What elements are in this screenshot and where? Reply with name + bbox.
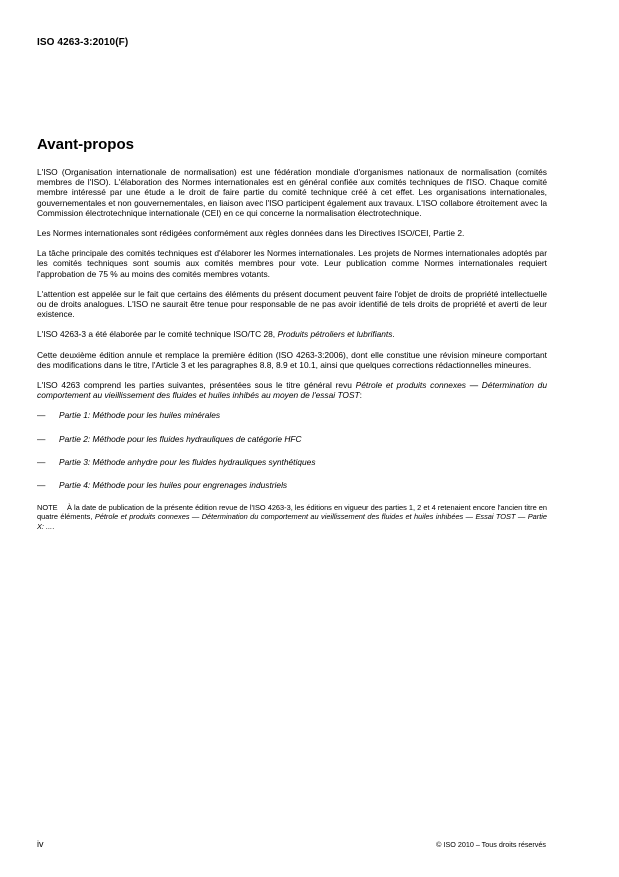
- parts-list: [37, 410, 547, 490]
- page-number: iv: [37, 839, 44, 849]
- paragraph-parts-intro: [37, 380, 547, 400]
- list-dash: —: [37, 456, 46, 467]
- list-item: [37, 434, 547, 444]
- part-1-title: Partie 1: Méthode pour les huiles minérales: [59, 410, 221, 421]
- list-dash: —: [37, 433, 46, 444]
- tc-italic: Produits pétroliers et lubrifiants: [277, 329, 393, 340]
- part-2-title: Partie 2: Méthode pour les fluides hydrauliques de catégorie HFC: [59, 433, 302, 444]
- main-content: [37, 136, 547, 538]
- list-item: [37, 410, 547, 420]
- parts-intro-italic: Pétrole et produits connexes — Détermination du comportement au vieillissement des fluides et huiles inhibés au moyen de l'essai TOST: [37, 380, 547, 401]
- list-dash: —: [37, 480, 46, 491]
- note-end: .: [52, 521, 55, 531]
- document-id-header: ISO 4263-3:2010(F): [37, 37, 129, 48]
- note: [37, 503, 547, 531]
- paragraph-committees: La tâche principale des comités techniques est d'élaborer les Normes internationales. Les projets de Normes internationales adoptés par les comités techniques sont soumis aux comités membres pour vote. Leur publication comme Normes internationales requiert l'approbation de 75 % au moins des comités membres votants.: [37, 248, 547, 279]
- paragraph-technical-committee: [37, 329, 547, 339]
- paragraph-iso-intro: L'ISO (Organisation internationale de normalisation) est une fédération mondiale d'organismes nationaux de normalisation (comités membres de l'ISO). L'élaboration des Normes internationales est en général confiée aux comités techniques de l'ISO. Chaque comité membre intéressé par une étude a le droit de faire partie du comité technique créé à cet effet. Les organisations internationales, gouvernementales et non gouvernementales, en liaison avec l'ISO participent également aux travaux. L'ISO collabore étroitement avec la Commission électrotechnique internationale (CEI) en ce qui concerne la normalisation électrotechnique.: [37, 167, 547, 218]
- list-item: [37, 480, 547, 490]
- tc-end: .: [392, 329, 395, 340]
- part-3-title: Partie 3: Méthode anhydre pour les fluides hydrauliques synthétiques: [59, 456, 316, 467]
- page-title: Avant-propos: [37, 136, 134, 153]
- parts-intro-text: L'ISO 4263 comprend les parties suivantes, présentées sous le titre général revu: [37, 380, 356, 391]
- note-label: NOTE: [37, 503, 58, 513]
- list-dash: —: [37, 410, 46, 421]
- tc-text: L'ISO 4263-3 a été élaborée par le comité technique ISO/TC 28,: [37, 329, 278, 340]
- copyright-notice: © ISO 2010 – Tous droits réservés: [436, 840, 546, 849]
- note-italic: Pétrole et produits connexes — Détermination du comportement au vieillissement des fluides et huiles inhibées — Essai TOST — Partie X: ...: [37, 512, 547, 531]
- paragraph-patent-rights: L'attention est appelée sur le fait que certains des éléments du présent document peuvent faire l'objet de droits de propriété intellectuelle ou de droits analogues. L'ISO ne saurait être tenue pour responsable de ne pas avoir identifié de tels droits de propriété et averti de leur existence.: [37, 288, 547, 320]
- paragraph-edition: Cette deuxième édition annule et remplace la première édition (ISO 4263-3:2006), dont elle constitue une révision mineure comportant des modifications dans le titre, l'Article 3 et les paragraphes 8.8, 8.9 et 10.1, ainsi que quelques corrections rédactionnelles mineures.: [37, 349, 547, 370]
- parts-intro-end: :: [359, 390, 362, 401]
- list-item: [37, 457, 547, 467]
- note-text: À la date de publication de la présente édition revue de l'ISO 4263-3, les éditions en vigueur des parties 1, 2 et 4 retenaient encore l'ancien titre en quatre éléments,: [37, 503, 547, 522]
- paragraph-directives: Les Normes internationales sont rédigées conformément aux règles données dans les Directives ISO/CEI, Partie 2.: [37, 228, 465, 239]
- part-4-title: Partie 4: Méthode pour les huiles pour engrenages industriels: [59, 480, 288, 491]
